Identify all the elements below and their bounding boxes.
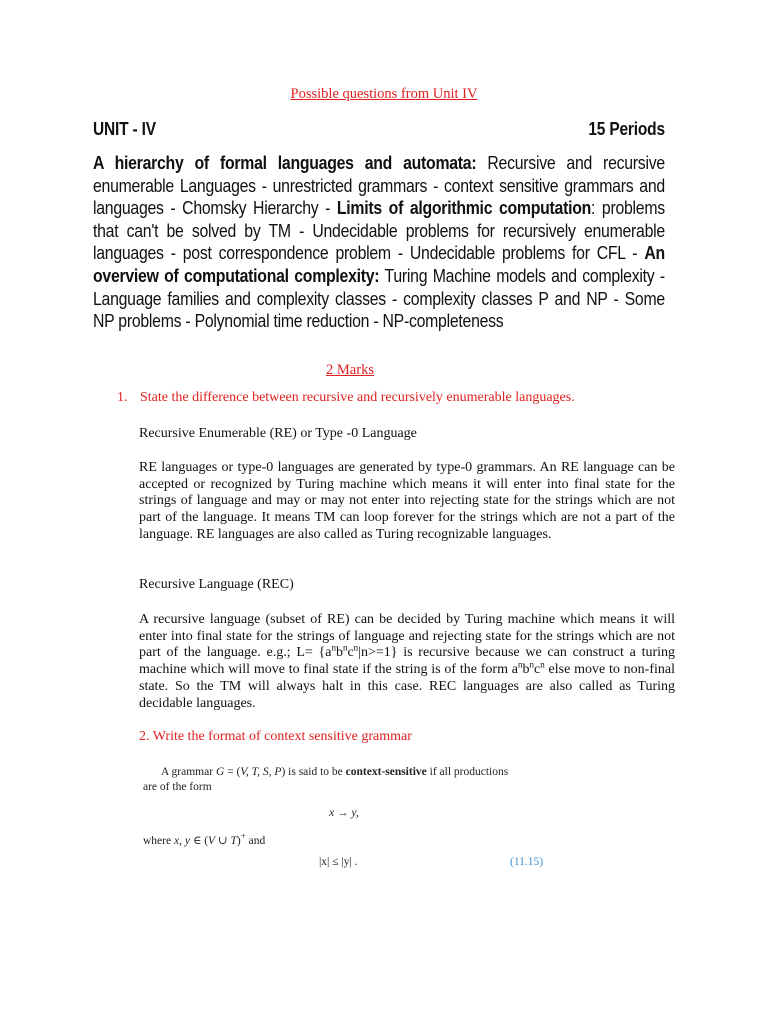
sup-n: n — [540, 659, 545, 670]
re-paragraph: RE languages or type-0 languages are generated by type-0 grammars. An RE language can be accepted or recognized by Turing machine which means it will enter into final state for the strings of language and may or may not enter into rejecting state for the strings which are not part of the language. It means TM can loop forever for the strings which are not a part of the language. RE languages are also called as Turing recognizable languages. — [139, 460, 675, 542]
figure-line-2: are of the form — [143, 781, 212, 793]
fig-text: if all productions — [426, 766, 509, 778]
fig-text: ) — [236, 835, 241, 847]
question-1 — [117, 390, 575, 406]
rec-paragraph — [139, 612, 675, 712]
re-heading: Recursive Enumerable (RE) or Type -0 Language — [139, 426, 417, 441]
fig-text: ∈ ( — [189, 835, 209, 847]
fig-vtsp: V, T, S, P — [240, 766, 282, 778]
syllabus-text-1: Recursive and recursive enumerable Languages - unrestricted grammars - context sensitive grammars and languages - Chomsky Hierarchy - — [93, 152, 665, 219]
fig-text: A grammar — [161, 766, 216, 778]
sup-n: n — [529, 659, 534, 670]
unit-label: UNIT - IV — [93, 119, 156, 139]
syllabus-heading-1: A hierarchy of formal languages and automata: — [93, 152, 477, 173]
rec-text-e: b — [522, 662, 530, 678]
syllabus-text-3: Turing Machine models and complexity - Language families and complexity classes - complexity classes P and NP - Some NP problems - Polynomial time reduction - NP-completeness — [93, 264, 665, 332]
question-2: 2. Write the format of context sensitive grammar — [139, 729, 412, 744]
fig-text: ) is said to be — [281, 766, 346, 778]
marks-heading: 2 Marks — [326, 362, 374, 378]
syllabus-text-2: : problems that can't be solved by TM - Undecidable problems for recursively enumerable languages - post correspondence problem - Undecidable problems for CFL - — [93, 197, 665, 264]
production-rule: x → y, — [329, 807, 359, 819]
rec-text-g: else move to non-final state. So the TM will always halt in this case. REC languages are also called as Turing decidable languages. — [139, 662, 675, 711]
equation-number: (11.15) — [510, 856, 544, 868]
question-1-text: State the difference between recursive and recursively enumerable languages. — [140, 390, 575, 405]
fig-g: G — [215, 766, 225, 778]
question-1-number: 1. — [117, 390, 128, 405]
fig-text: = ( — [224, 766, 241, 778]
syllabus-box — [93, 119, 665, 333]
rec-heading: Recursive Language (REC) — [139, 577, 294, 592]
figure-line-1 — [161, 766, 508, 778]
fig-text: and — [245, 835, 266, 847]
fig-text: ∪ — [215, 835, 231, 847]
sup-n: n — [331, 642, 336, 653]
periods-label: 15 Periods — [588, 119, 665, 139]
fig-bold-term: context-sensitive — [345, 766, 427, 778]
fig-v: V — [208, 835, 216, 847]
length-inequality: |x| ≤ |y| . — [319, 856, 358, 868]
sup-n: n — [353, 642, 359, 653]
grammar-definition-figure — [143, 762, 563, 882]
figure-where-line — [143, 833, 265, 847]
syllabus-heading-3: An overview of computational complexity: — [93, 242, 665, 286]
unit-header — [93, 119, 665, 140]
sup-n: n — [518, 659, 523, 670]
fig-text: where — [143, 835, 174, 847]
page-title: Possible questions from Unit IV — [290, 86, 478, 102]
rec-text-d: |n>=1} is recursive because we can construct a turing machine which will move to final state if the string is of the form a — [139, 645, 676, 678]
rec-text-a: A recursive language (subset of RE) can be decided by Turing machine which means it will enter into final state for the strings of language and rejecting state for the strings which are not part of the language. e.g.; L= {a — [139, 612, 675, 661]
fig-t: T — [230, 835, 237, 847]
sup-n: n — [342, 642, 348, 653]
fig-plus: + — [240, 831, 246, 842]
syllabus-text — [93, 152, 665, 333]
rec-text-f: c — [534, 662, 541, 678]
syllabus-heading-2: Limits of algorithmic computation — [336, 197, 592, 219]
rec-text-b: b — [335, 645, 343, 661]
rec-text-c: c — [347, 645, 354, 661]
fig-xy: x, y — [173, 835, 190, 847]
